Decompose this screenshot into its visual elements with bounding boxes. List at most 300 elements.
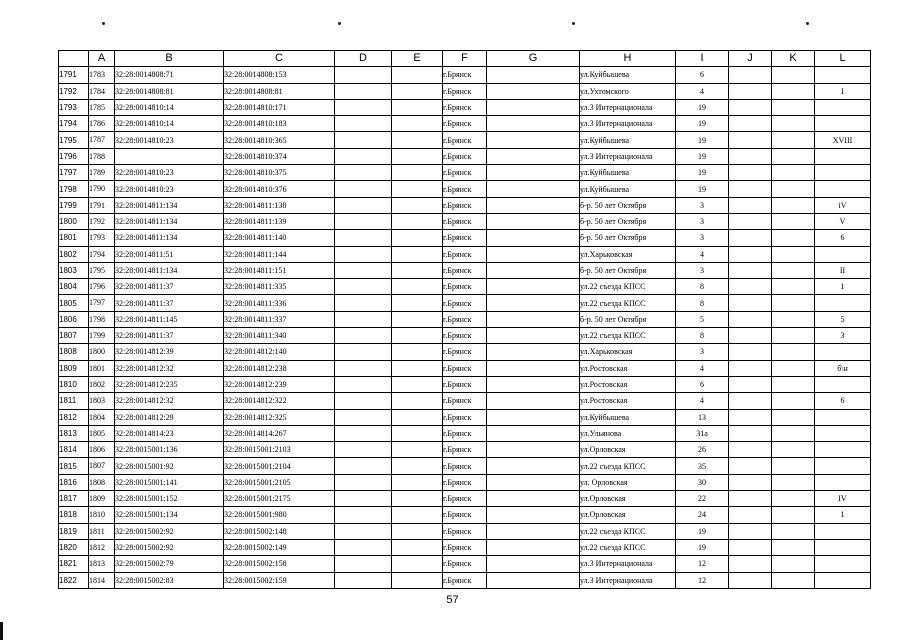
cell-g xyxy=(487,491,580,507)
cell-g xyxy=(487,132,580,148)
cell-d xyxy=(335,148,392,164)
cell-i: 35 xyxy=(676,458,729,474)
cell-l xyxy=(815,474,871,490)
cell-l xyxy=(815,572,871,588)
cell-h: ул.Ростовская xyxy=(580,360,676,376)
table-row xyxy=(59,99,871,115)
row-number: 1806 xyxy=(59,311,89,327)
cell-b: 32:28:0014812:32 xyxy=(115,360,224,376)
cell-j xyxy=(729,295,772,311)
cell-b: 32:28:0014810:23 xyxy=(115,181,224,197)
cell-j xyxy=(729,539,772,555)
cell-i: 19 xyxy=(676,148,729,164)
row-number: 1795 xyxy=(59,132,89,148)
column-header-l: L xyxy=(815,51,871,67)
cell-l xyxy=(815,344,871,360)
cell-i: 3 xyxy=(676,344,729,360)
cell-c: 32:28:0014812:140 xyxy=(224,344,335,360)
row-number: 1796 xyxy=(59,148,89,164)
cell-j xyxy=(729,474,772,490)
cell-i: 5 xyxy=(676,311,729,327)
table-row xyxy=(59,295,871,311)
cell-g xyxy=(487,523,580,539)
cell-l: XVIII xyxy=(815,132,871,148)
cell-c: 32:28:0014810:171 xyxy=(224,99,335,115)
cell-d xyxy=(335,246,392,262)
table-row xyxy=(59,360,871,376)
cell-c: 32:28:0014811:340 xyxy=(224,328,335,344)
cell-e xyxy=(392,556,443,572)
cell-d xyxy=(335,344,392,360)
cell-d xyxy=(335,67,392,83)
cell-d xyxy=(335,523,392,539)
cell-e xyxy=(392,279,443,295)
cell-l: V xyxy=(815,213,871,229)
cell-c: 32:28:0014812:325 xyxy=(224,409,335,425)
cell-j xyxy=(729,132,772,148)
row-number: 1809 xyxy=(59,360,89,376)
cell-i: 19 xyxy=(676,116,729,132)
cell-k xyxy=(772,376,815,392)
row-number: 1792 xyxy=(59,83,89,99)
cell-g xyxy=(487,328,580,344)
punch-dot xyxy=(806,22,809,25)
cell-e xyxy=(392,539,443,555)
cell-d xyxy=(335,360,392,376)
cell-g xyxy=(487,99,580,115)
cell-g xyxy=(487,181,580,197)
cell-i: 12 xyxy=(676,556,729,572)
cell-c: 32:28:0014811:151 xyxy=(224,262,335,278)
cell-g xyxy=(487,311,580,327)
cell-e xyxy=(392,523,443,539)
cell-d xyxy=(335,458,392,474)
cell-j xyxy=(729,523,772,539)
cell-l xyxy=(815,246,871,262)
cell-d xyxy=(335,556,392,572)
table-row xyxy=(59,83,871,99)
column-header-row xyxy=(59,51,871,67)
cell-d xyxy=(335,393,392,409)
cell-a: 1789 xyxy=(89,165,115,181)
row-number: 1807 xyxy=(59,328,89,344)
cell-c: 32:28:0014810:183 xyxy=(224,116,335,132)
cell-h: ул.Ухтомского xyxy=(580,83,676,99)
cell-c: 32:28:0014812:238 xyxy=(224,360,335,376)
cell-k xyxy=(772,491,815,507)
table-row xyxy=(59,279,871,295)
cell-e xyxy=(392,230,443,246)
table-row xyxy=(59,556,871,572)
cell-l: 1 xyxy=(815,279,871,295)
cell-h: ул.Ульянова xyxy=(580,425,676,441)
row-number: 1819 xyxy=(59,523,89,539)
cell-i: 30 xyxy=(676,474,729,490)
cell-d xyxy=(335,295,392,311)
cell-e xyxy=(392,409,443,425)
cell-b: 32:28:0014812:235 xyxy=(115,376,224,392)
cell-h: ул.22 съезда КПСС xyxy=(580,279,676,295)
cell-d xyxy=(335,328,392,344)
cell-i: 6 xyxy=(676,67,729,83)
cell-l: II xyxy=(815,262,871,278)
cell-b: 32:28:0014814:23 xyxy=(115,425,224,441)
cell-b: 32:28:0014812:29 xyxy=(115,409,224,425)
punch-dot xyxy=(572,22,575,25)
cell-b: 32:28:0014810:14 xyxy=(115,99,224,115)
cell-f: г.Брянск xyxy=(443,165,487,181)
cell-d xyxy=(335,491,392,507)
cell-j xyxy=(729,230,772,246)
cell-l: IV xyxy=(815,491,871,507)
cell-h: б-р. 50 лет Октября xyxy=(580,230,676,246)
table-row xyxy=(59,197,871,213)
table-row xyxy=(59,311,871,327)
cell-b: 32:28:0014810:14 xyxy=(115,116,224,132)
cell-g xyxy=(487,344,580,360)
cell-e xyxy=(392,360,443,376)
row-number: 1791 xyxy=(59,67,89,83)
cell-f: г.Брянск xyxy=(443,507,487,523)
cell-l: 6 xyxy=(815,393,871,409)
cell-a: 1788 xyxy=(89,148,115,164)
cell-a: 1803 xyxy=(89,393,115,409)
cell-b: 32:28:0015001:134 xyxy=(115,507,224,523)
cell-i: 19 xyxy=(676,539,729,555)
cell-i: 3 xyxy=(676,197,729,213)
cell-c: 32:28:0014812:239 xyxy=(224,376,335,392)
cell-l xyxy=(815,458,871,474)
cell-a: 1787 xyxy=(89,132,115,148)
cell-k xyxy=(772,360,815,376)
cell-f: г.Брянск xyxy=(443,491,487,507)
cell-a: 1797 xyxy=(89,295,115,311)
cell-e xyxy=(392,99,443,115)
cell-j xyxy=(729,311,772,327)
cell-i: 12 xyxy=(676,572,729,588)
row-number: 1804 xyxy=(59,279,89,295)
cell-a: 1800 xyxy=(89,344,115,360)
cell-h: ул.Куйбышева xyxy=(580,165,676,181)
cell-j xyxy=(729,442,772,458)
cell-h: б-р. 50 лет Октября xyxy=(580,311,676,327)
cell-c: 32:28:0014811:336 xyxy=(224,295,335,311)
table-row xyxy=(59,67,871,83)
cell-h: ул.3 Интернационала xyxy=(580,572,676,588)
table-row xyxy=(59,491,871,507)
cell-e xyxy=(392,197,443,213)
cell-l: 1 xyxy=(815,507,871,523)
cell-a: 1785 xyxy=(89,99,115,115)
table-row xyxy=(59,181,871,197)
cell-a: 1804 xyxy=(89,409,115,425)
cell-k xyxy=(772,442,815,458)
cell-d xyxy=(335,132,392,148)
cell-j xyxy=(729,99,772,115)
cell-d xyxy=(335,474,392,490)
cell-f: г.Брянск xyxy=(443,360,487,376)
cell-k xyxy=(772,507,815,523)
cell-k xyxy=(772,246,815,262)
cell-b: 32:28:0014811:37 xyxy=(115,295,224,311)
cell-e xyxy=(392,442,443,458)
row-number: 1818 xyxy=(59,507,89,523)
cell-j xyxy=(729,262,772,278)
cell-h: ул.Харьковская xyxy=(580,344,676,360)
cell-k xyxy=(772,83,815,99)
cell-h: ул.3 Интернационала xyxy=(580,99,676,115)
cell-f: г.Брянск xyxy=(443,246,487,262)
column-header-k: K xyxy=(772,51,815,67)
table-body xyxy=(59,67,871,589)
cell-h: ул.3 Интернационала xyxy=(580,148,676,164)
cell-h: б-р. 50 лет Октября xyxy=(580,197,676,213)
cell-d xyxy=(335,165,392,181)
cell-d xyxy=(335,197,392,213)
cell-g xyxy=(487,83,580,99)
table-row xyxy=(59,116,871,132)
row-number: 1813 xyxy=(59,425,89,441)
cell-e xyxy=(392,83,443,99)
cell-j xyxy=(729,572,772,588)
cell-j xyxy=(729,458,772,474)
cell-e xyxy=(392,295,443,311)
cell-a: 1784 xyxy=(89,83,115,99)
cell-c: 32:28:0015002:149 xyxy=(224,539,335,555)
cell-f: г.Брянск xyxy=(443,442,487,458)
cell-e xyxy=(392,344,443,360)
cell-j xyxy=(729,328,772,344)
cell-e xyxy=(392,376,443,392)
cell-j xyxy=(729,165,772,181)
cell-i: 4 xyxy=(676,246,729,262)
spreadsheet-table xyxy=(58,50,871,589)
cell-a: 1812 xyxy=(89,539,115,555)
cell-h: ул.Орловская xyxy=(580,442,676,458)
cell-k xyxy=(772,197,815,213)
column-header-c: C xyxy=(224,51,335,67)
cell-j xyxy=(729,148,772,164)
cell-c: 32:28:0014814:267 xyxy=(224,425,335,441)
cell-j xyxy=(729,279,772,295)
cell-f: г.Брянск xyxy=(443,393,487,409)
cell-a: 1795 xyxy=(89,262,115,278)
column-header-b: B xyxy=(115,51,224,67)
cell-b: 32:28:0014812:32 xyxy=(115,393,224,409)
cell-d xyxy=(335,230,392,246)
cell-c: 32:28:0014808:153 xyxy=(224,67,335,83)
cell-h: ул.Ростовская xyxy=(580,393,676,409)
row-number: 1811 xyxy=(59,393,89,409)
cell-l: I xyxy=(815,83,871,99)
cell-e xyxy=(392,491,443,507)
cell-k xyxy=(772,132,815,148)
cell-f: г.Брянск xyxy=(443,132,487,148)
cell-b: 32:28:0014811:134 xyxy=(115,230,224,246)
cell-f: г.Брянск xyxy=(443,556,487,572)
cell-c: 32:28:0014811:144 xyxy=(224,246,335,262)
cell-e xyxy=(392,116,443,132)
table-row xyxy=(59,458,871,474)
cell-h: ул.22 съезда КПСС xyxy=(580,539,676,555)
cell-k xyxy=(772,409,815,425)
cell-a: 1798 xyxy=(89,311,115,327)
cell-a: 1811 xyxy=(89,523,115,539)
row-number: 1808 xyxy=(59,344,89,360)
row-number: 1799 xyxy=(59,197,89,213)
cell-i: 19 xyxy=(676,523,729,539)
cell-f: г.Брянск xyxy=(443,67,487,83)
cell-c: 32:28:0014810:375 xyxy=(224,165,335,181)
table-row xyxy=(59,393,871,409)
cell-c: 32:28:0015002:148 xyxy=(224,523,335,539)
cell-i: 4 xyxy=(676,83,729,99)
table-row xyxy=(59,539,871,555)
cell-k xyxy=(772,572,815,588)
cell-b xyxy=(115,148,224,164)
cell-j xyxy=(729,556,772,572)
cell-a: 1813 xyxy=(89,556,115,572)
cell-b: 32:28:0014811:134 xyxy=(115,262,224,278)
cell-k xyxy=(772,116,815,132)
cell-a: 1805 xyxy=(89,425,115,441)
cell-k xyxy=(772,539,815,555)
cell-d xyxy=(335,181,392,197)
cell-c: 32:28:0015002:159 xyxy=(224,572,335,588)
punch-dot xyxy=(338,22,341,25)
column-header-h: H xyxy=(580,51,676,67)
cell-h: ул.Орловская xyxy=(580,507,676,523)
cell-f: г.Брянск xyxy=(443,376,487,392)
cell-h: ул.Куйбышева xyxy=(580,132,676,148)
cell-g xyxy=(487,279,580,295)
cell-b: 32:28:0014811:134 xyxy=(115,197,224,213)
cell-b: 32:28:0015002:92 xyxy=(115,539,224,555)
cell-l xyxy=(815,523,871,539)
cell-g xyxy=(487,295,580,311)
cell-a: 1809 xyxy=(89,491,115,507)
cell-l xyxy=(815,539,871,555)
cell-f: г.Брянск xyxy=(443,148,487,164)
cell-i: 19 xyxy=(676,132,729,148)
cell-d xyxy=(335,572,392,588)
cell-b: 32:28:0014811:37 xyxy=(115,279,224,295)
cell-e xyxy=(392,262,443,278)
cell-e xyxy=(392,67,443,83)
table-row xyxy=(59,442,871,458)
cell-g xyxy=(487,246,580,262)
cell-k xyxy=(772,148,815,164)
cell-i: 19 xyxy=(676,181,729,197)
cell-a: 1810 xyxy=(89,507,115,523)
cell-b: 32:28:0014810:23 xyxy=(115,132,224,148)
row-number: 1816 xyxy=(59,474,89,490)
cell-g xyxy=(487,197,580,213)
table-row xyxy=(59,328,871,344)
cell-j xyxy=(729,360,772,376)
cell-i: 31а xyxy=(676,425,729,441)
cell-i: 3 xyxy=(676,262,729,278)
table-row xyxy=(59,376,871,392)
cell-l xyxy=(815,409,871,425)
cell-g xyxy=(487,425,580,441)
cell-i: 8 xyxy=(676,279,729,295)
table-row xyxy=(59,213,871,229)
cell-h: ул.Ростовская xyxy=(580,376,676,392)
cell-j xyxy=(729,67,772,83)
cell-g xyxy=(487,376,580,392)
cell-a: 1793 xyxy=(89,230,115,246)
cell-i: 6 xyxy=(676,376,729,392)
cell-j xyxy=(729,116,772,132)
cell-k xyxy=(772,344,815,360)
cell-f: г.Брянск xyxy=(443,262,487,278)
cell-a: 1806 xyxy=(89,442,115,458)
cell-l xyxy=(815,442,871,458)
cell-b: 32:28:0015001:141 xyxy=(115,474,224,490)
cell-k xyxy=(772,556,815,572)
cell-g xyxy=(487,116,580,132)
cell-f: г.Брянск xyxy=(443,99,487,115)
cell-l xyxy=(815,116,871,132)
cell-g xyxy=(487,148,580,164)
cell-l xyxy=(815,556,871,572)
table-row xyxy=(59,262,871,278)
cell-a: 1786 xyxy=(89,116,115,132)
table-row xyxy=(59,474,871,490)
table-row xyxy=(59,425,871,441)
table-row xyxy=(59,148,871,164)
cell-b: 32:28:0014812:39 xyxy=(115,344,224,360)
cell-d xyxy=(335,116,392,132)
cell-e xyxy=(392,458,443,474)
cell-f: г.Брянск xyxy=(443,572,487,588)
cell-l: 5 xyxy=(815,311,871,327)
cell-c: 32:28:0014811:337 xyxy=(224,311,335,327)
cell-i: 19 xyxy=(676,99,729,115)
cell-h: б-р. 50 лет Октября xyxy=(580,213,676,229)
cell-a: 1791 xyxy=(89,197,115,213)
cell-a: 1792 xyxy=(89,213,115,229)
cell-j xyxy=(729,507,772,523)
cell-b: 32:28:0015001:92 xyxy=(115,458,224,474)
column-header-a: A xyxy=(89,51,115,67)
cell-g xyxy=(487,572,580,588)
cell-i: 13 xyxy=(676,409,729,425)
cell-j xyxy=(729,491,772,507)
row-number: 1810 xyxy=(59,376,89,392)
table-row xyxy=(59,132,871,148)
cell-d xyxy=(335,442,392,458)
cell-k xyxy=(772,328,815,344)
cell-e xyxy=(392,132,443,148)
cell-f: г.Брянск xyxy=(443,458,487,474)
cell-d xyxy=(335,262,392,278)
cell-j xyxy=(729,409,772,425)
cell-f: г.Брянск xyxy=(443,311,487,327)
cell-h: ул.Куйбышева xyxy=(580,409,676,425)
cell-f: г.Брянск xyxy=(443,181,487,197)
cell-e xyxy=(392,213,443,229)
cell-k xyxy=(772,458,815,474)
cell-d xyxy=(335,376,392,392)
cell-j xyxy=(729,213,772,229)
cell-k xyxy=(772,213,815,229)
cell-g xyxy=(487,556,580,572)
cell-c: 32:28:0014811:139 xyxy=(224,213,335,229)
row-number: 1822 xyxy=(59,572,89,588)
column-header-f: F xyxy=(443,51,487,67)
